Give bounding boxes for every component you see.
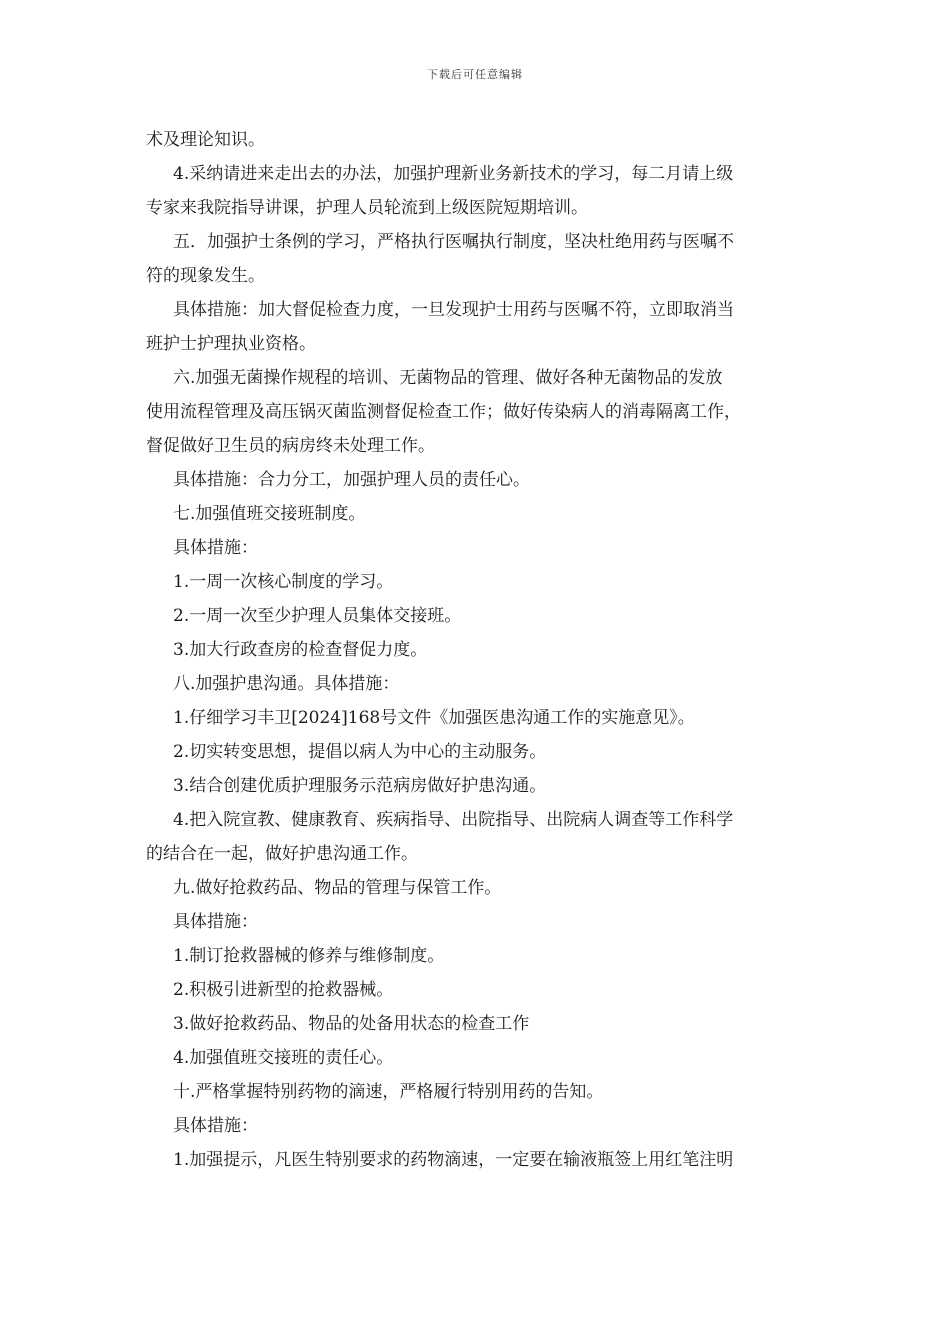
list-item: 3.做好抢救药品、物品的处备用状态的检查工作 <box>173 1014 530 1034</box>
list-item: 1.仔细学习丰卫[2024]168号文件《加强医患沟通工作的实施意见》。 <box>173 708 695 728</box>
list-item: 4.加强值班交接班的责任心。 <box>173 1048 394 1068</box>
paragraph-line: 使用流程管理及高压锅灭菌监测督促检查工作；做好传染病人的消毒隔离工作， <box>146 402 741 422</box>
list-item: 1.制订抢救器械的修养与维修制度。 <box>173 946 445 966</box>
list-item: 4.把入院宣教、健康教育、疾病指导、出院指导、出院病人调查等工作科学 <box>173 810 734 830</box>
paragraph-line: 具体措施：合力分工，加强护理人员的责任心。 <box>173 470 530 490</box>
paragraph-line: 班护士护理执业资格。 <box>146 334 316 354</box>
paragraph-line: 专家来我院指导讲课，护理人员轮流到上级医院短期培训。 <box>146 198 588 218</box>
section-heading: 九.做好抢救药品、物品的管理与保管工作。 <box>173 878 502 898</box>
section-heading: 七.加强值班交接班制度。 <box>173 504 366 524</box>
list-item: 3.加大行政查房的检查督促力度。 <box>173 640 428 660</box>
list-item: 1.一周一次核心制度的学习。 <box>173 572 394 592</box>
paragraph-line: 具体措施： <box>173 912 258 932</box>
paragraph-line: 具体措施：加大督促检查力度，一旦发现护士用药与医嘱不符，立即取消当 <box>173 300 734 320</box>
paragraph-line: 4.采纳请进来走出去的办法，加强护理新业务新技术的学习，每二月请上级 <box>173 164 734 184</box>
section-heading: 八.加强护患沟通。具体措施： <box>173 674 400 694</box>
paragraph-line: 六.加强无菌操作规程的培训、无菌物品的管理、做好各种无菌物品的发放 <box>173 368 723 388</box>
paragraph-line: 具体措施： <box>173 1116 258 1136</box>
list-item: 1.加强提示，凡医生特别要求的药物滴速，一定要在输液瓶签上用红笔注明 <box>173 1150 734 1170</box>
document-body <box>146 123 806 1177</box>
paragraph-line: 的结合在一起，做好护患沟通工作。 <box>146 844 418 864</box>
paragraph-line: 督促做好卫生员的病房终未处理工作。 <box>146 436 435 456</box>
list-item: 2.一周一次至少护理人员集体交接班。 <box>173 606 462 626</box>
paragraph-line: 符的现象发生。 <box>146 266 265 286</box>
list-item: 2.切实转变思想，提倡以病人为中心的主动服务。 <box>173 742 547 762</box>
list-item: 2.积极引进新型的抢救器械。 <box>173 980 394 1000</box>
page-header: 下载后可任意编辑 <box>427 68 523 81</box>
paragraph-line: 具体措施： <box>173 538 258 558</box>
list-item: 3.结合创建优质护理服务示范病房做好护患沟通。 <box>173 776 547 796</box>
section-heading: 十.严格掌握特别药物的滴速，严格履行特别用药的告知。 <box>173 1082 604 1102</box>
paragraph-line: 五．加强护士条例的学习，严格执行医嘱执行制度，坚决杜绝用药与医嘱不 <box>173 232 734 252</box>
paragraph-line: 术及理论知识。 <box>146 130 265 150</box>
